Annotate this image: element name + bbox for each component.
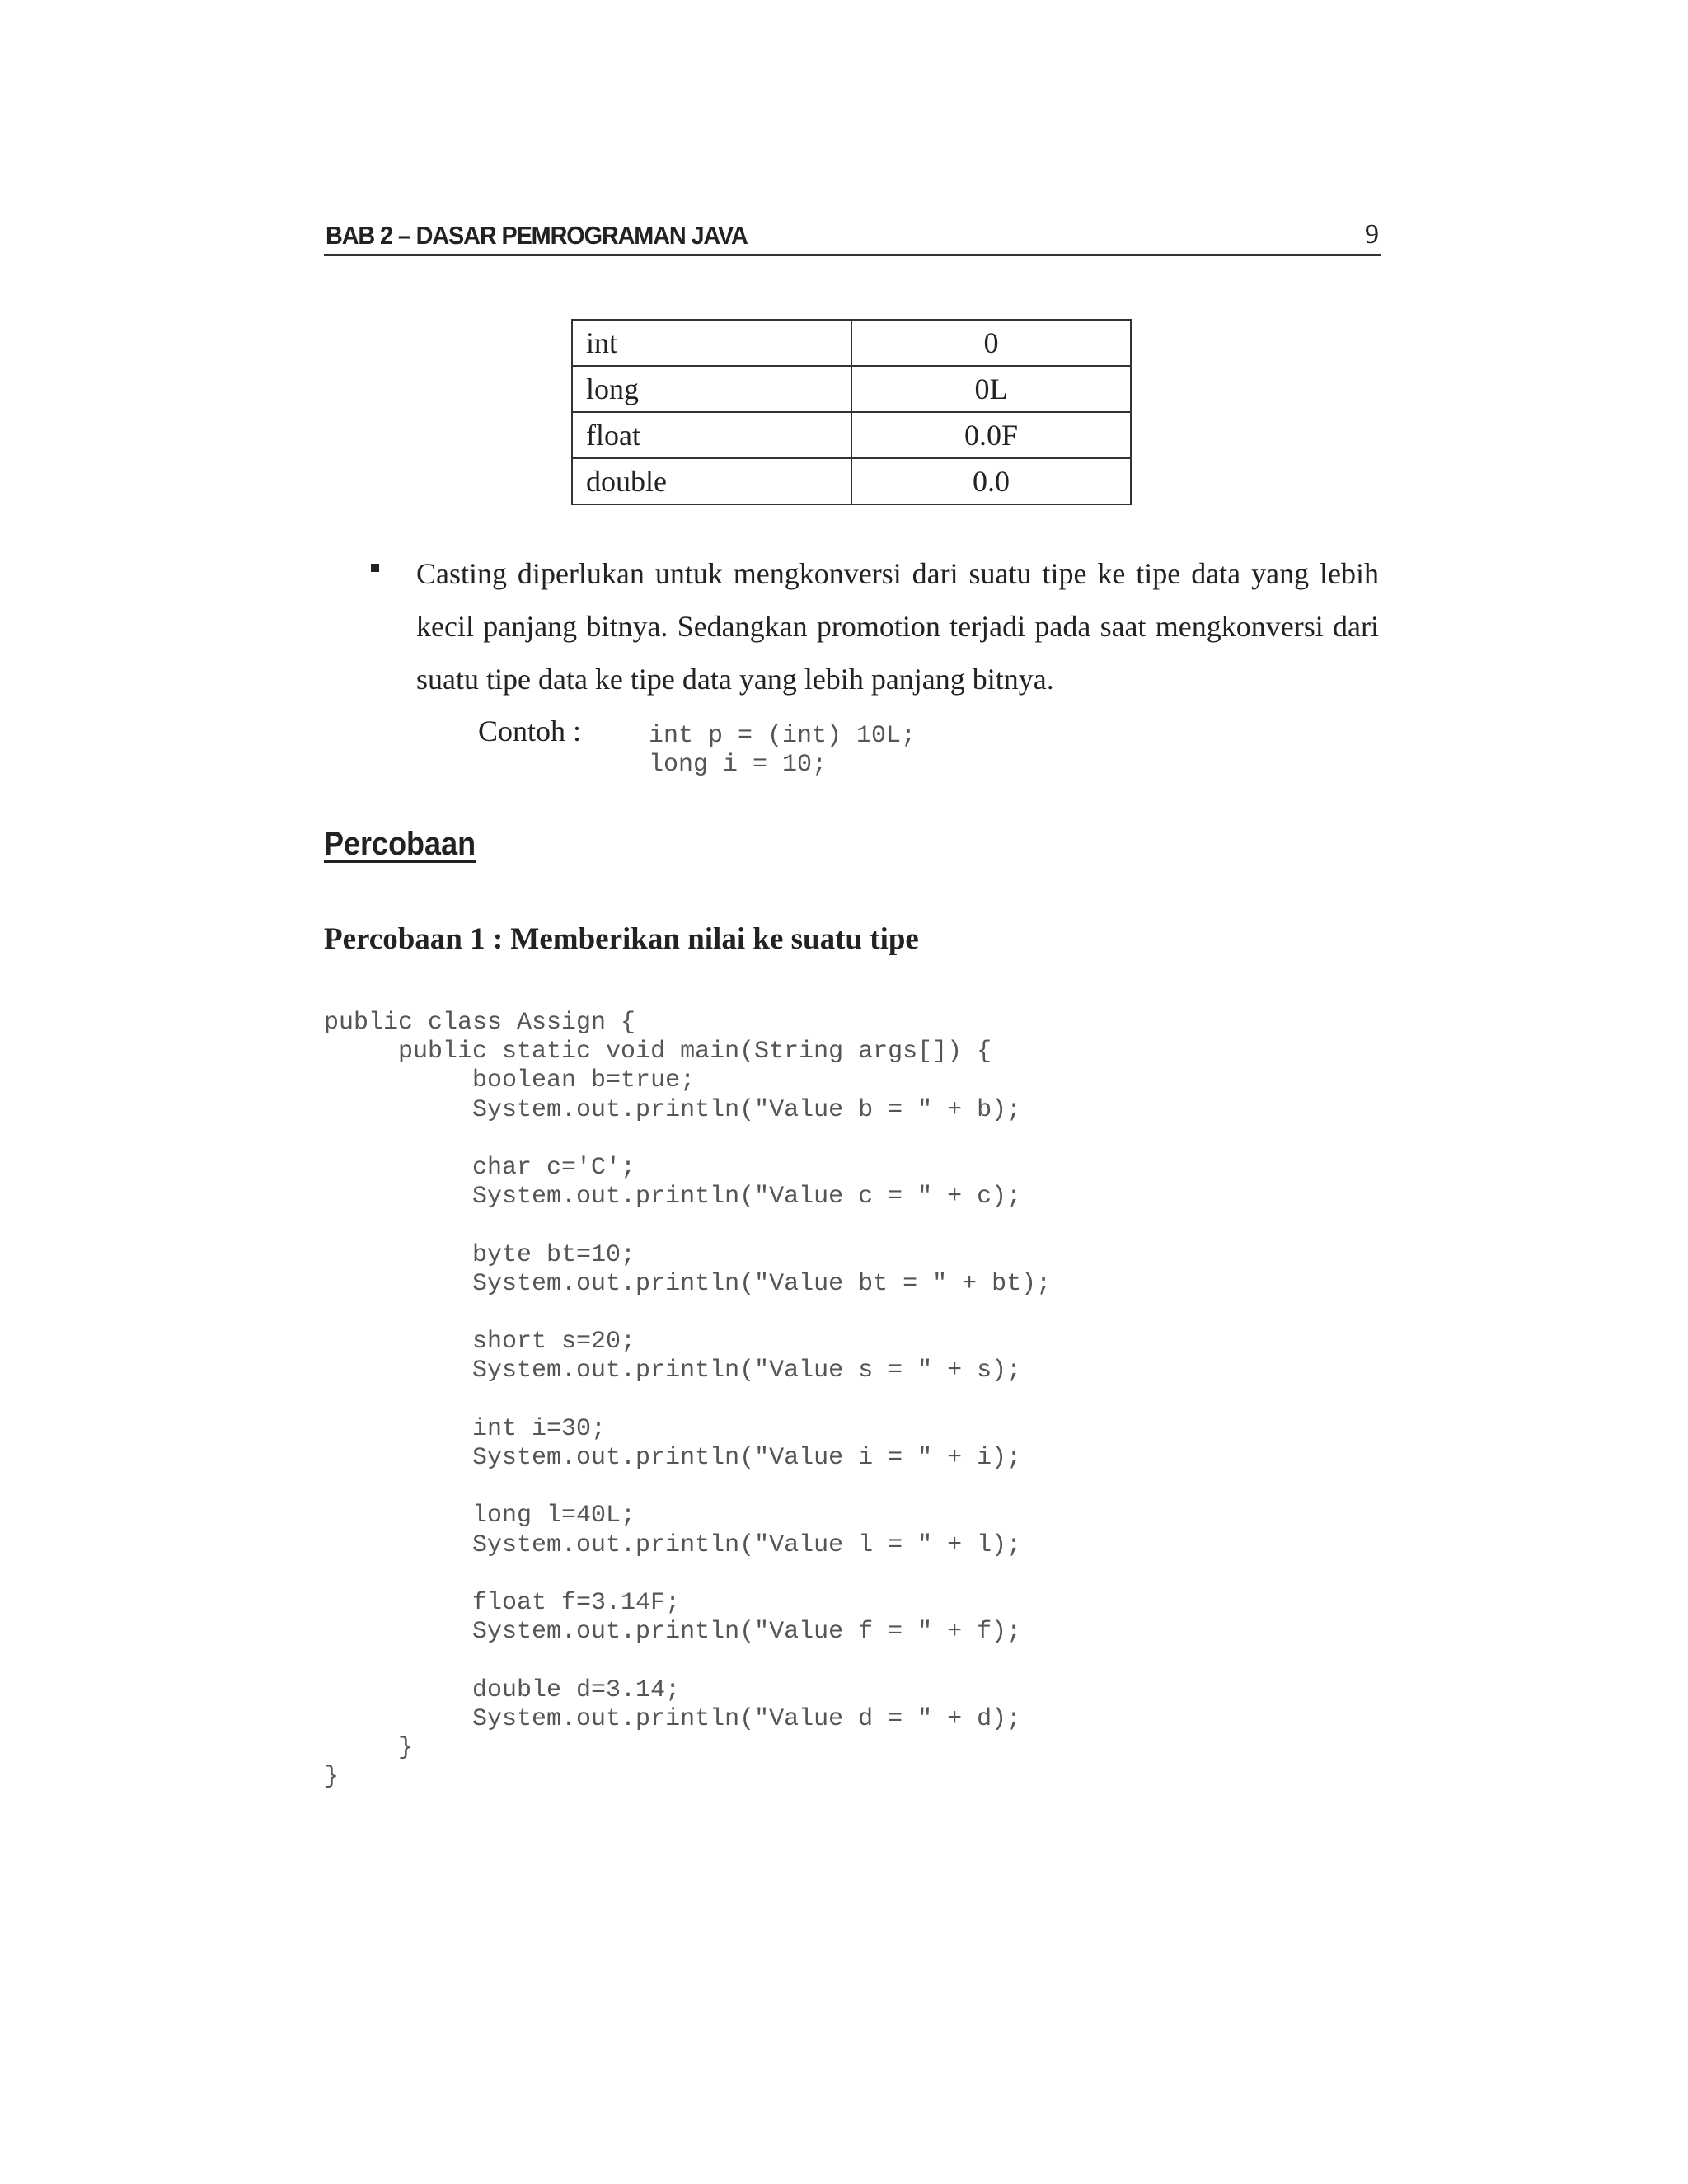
type-cell: double xyxy=(572,458,851,504)
type-cell: int xyxy=(572,320,851,366)
default-value-cell: 0 xyxy=(851,320,1131,366)
default-value-cell: 0.0F xyxy=(851,412,1131,458)
page-number: 9 xyxy=(1365,219,1379,250)
casting-paragraph: Casting diperlukan untuk mengkonversi dari suatu tipe ke tipe data yang lebih kecil panjang bitnya. Sedangkan promotion terjadi pada saat mengkonversi dari suatu tipe data ke tipe data yang lebih panjang bitnya. xyxy=(416,557,1379,696)
example-label: Contoh : xyxy=(478,715,582,748)
default-values-table xyxy=(571,319,1132,505)
example-code: int p = (int) 10L; long i = 10; xyxy=(649,722,917,780)
table-row xyxy=(572,366,1131,412)
experiment-title: Percobaan 1 : Memberikan nilai ke suatu tipe xyxy=(324,922,919,956)
experiment-code-listing: public class Assign { public static void main(String args[]) { boolean b=true; System.out.println("Value b = " + b); char c='C'; System.out.println("Value c = " + c); byte bt=10; System.out.println("Value bt = " + bt); short s=20; System.out.println("Value s = " + s); int i=30; System.out.println("Value i = " + i); long l=40L; System.out.println("Value l = " + l); float f=3.14F; System.out.println("Value f = " + f); double d=3.14; System.out.println("Value d = " + d); } } xyxy=(324,1009,1052,1792)
table-row xyxy=(572,320,1131,366)
table-row xyxy=(572,412,1131,458)
default-value-cell: 0.0 xyxy=(851,458,1131,504)
square-bullet-icon xyxy=(371,564,379,572)
section-title: Percobaan xyxy=(324,826,476,862)
type-cell: long xyxy=(572,366,851,412)
chapter-title: BAB 2 – DASAR PEMROGRAMAN JAVA xyxy=(326,221,748,250)
type-cell: float xyxy=(572,412,851,458)
default-value-cell: 0L xyxy=(851,366,1131,412)
page-header xyxy=(324,219,1381,256)
table-row xyxy=(572,458,1131,504)
